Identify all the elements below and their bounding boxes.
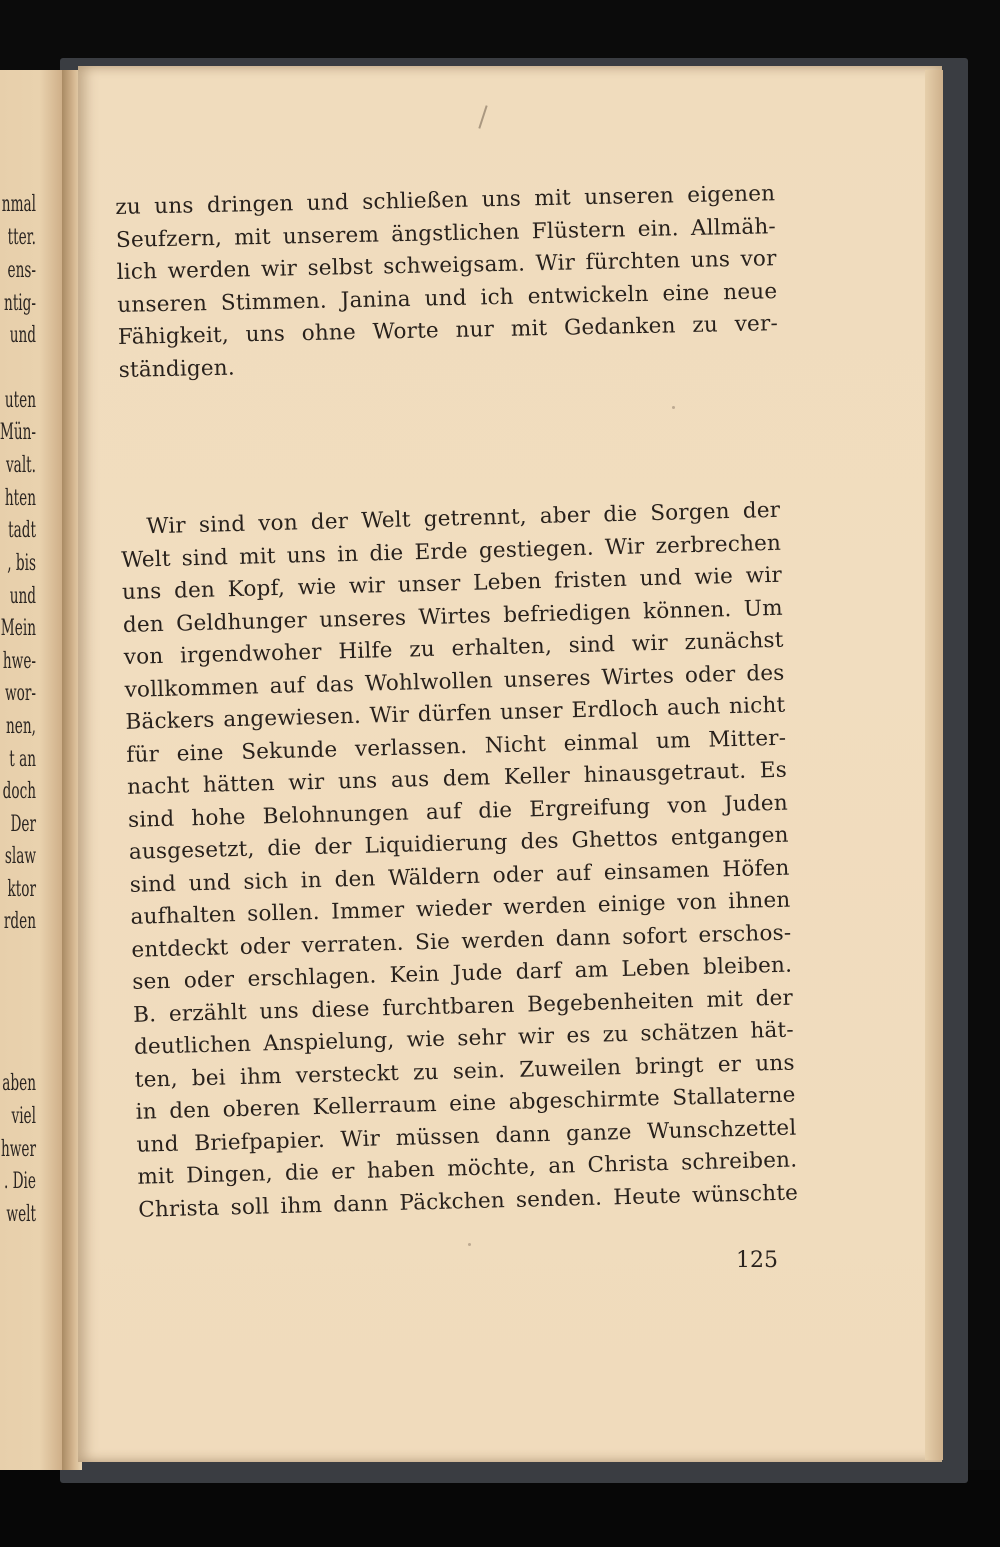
text-line: von irgendwoher Hilfe zu erhalten, sind wir zunächst	[123, 627, 784, 670]
left-fragment: hten	[4, 486, 36, 511]
text-line: uns den Kopf, wie wir unser Leben fristen und wie wir	[121, 562, 783, 605]
text-line: Fähigkeit, uns ohne Worte nur mit Gedanken zu ver-	[117, 311, 779, 350]
left-fragment: ens-	[7, 258, 36, 283]
paper-speck	[672, 406, 675, 409]
text-line: deutlichen Anspielung, wie sehr wir es zu schätzen hät-	[133, 1017, 795, 1060]
text-line: für eine Sekunde verlassen. Nicht einmal um Mitter-	[126, 725, 787, 768]
text-line: Christa soll ihm dann Päckchen senden. Heute wünschte	[137, 1179, 799, 1223]
left-fragment: ntig-	[4, 291, 36, 316]
left-fragment: aben	[2, 1071, 36, 1096]
left-fragment: . Die	[3, 1169, 36, 1194]
left-fragment: slaw	[4, 844, 36, 869]
text-line: sind hohe Belohnungen auf die Ergreifung von Juden	[127, 790, 789, 833]
left-fragment: uten	[4, 388, 36, 413]
text-line: zu uns dringen und schließen uns mit unseren eigenen	[115, 181, 776, 220]
left-fragment: welt	[6, 1202, 36, 1227]
text-line: vollkommen auf das Wohlwollen unseres Wirtes oder des	[124, 660, 785, 703]
left-fragment: tadt	[8, 518, 36, 543]
page-number: 125	[736, 1248, 778, 1273]
text-line: ten, bei ihm versteckt zu sein. Zuweilen bringt er uns	[134, 1050, 795, 1093]
left-fragment: t an	[9, 747, 36, 772]
left-fragment: valt.	[5, 453, 36, 478]
left-fragment: und	[9, 584, 36, 609]
left-fragment: viel	[11, 1104, 36, 1129]
text-line: B. erzählt uns diese furchtbaren Begebenheiten mit der	[132, 985, 794, 1028]
text-line: Bäckers angewiesen. Wir dürfen unser Erdloch auch nicht	[125, 692, 786, 735]
text-line: ausgesetzt, die der Liquidierung des Ghettos entgangen	[128, 822, 790, 865]
text-line: nacht hätten wir uns aus dem Keller hinausgetraut. Es	[126, 757, 788, 800]
text-line: den Geldhunger unseres Wirtes befriedigen können. Um	[122, 595, 784, 638]
paper-speck	[468, 1243, 471, 1246]
text-line: entdeckt oder verraten. Sie werden dann sofort erschos-	[131, 920, 792, 963]
left-fragment: hwer	[0, 1137, 36, 1162]
left-fragment: doch	[2, 779, 36, 804]
text-line: sen oder erschlagen. Kein Jude darf am Leben bleiben.	[131, 952, 793, 995]
left-fragment: nmal	[1, 192, 36, 217]
text-line: aufhalten sollen. Immer wieder werden einige von ihnen	[130, 887, 791, 930]
text-line: und Briefpapier. Wir müssen dann ganze Wunschzettel	[136, 1115, 797, 1158]
text-line: Seufzern, mit unserem ängstlichen Flüstern ein. Allmäh-	[115, 213, 777, 253]
text-line: Welt sind mit uns in die Erde gestiegen. Wir zerbrechen	[120, 530, 782, 573]
text-line: lich werden wir selbst schweigsam. Wir fürchten uns vor	[116, 246, 777, 285]
page-fore-edge	[925, 70, 943, 1460]
paragraph-1	[115, 178, 779, 387]
left-page	[0, 70, 66, 1470]
left-fragment: Mein	[0, 616, 36, 641]
text-line: in den oberen Kellerraum eine abgeschirmte Stallaterne	[135, 1082, 796, 1125]
text-line: ständigen.	[118, 355, 236, 383]
text-line: sind und sich in den Wäldern oder auf einsamen Höfen	[129, 855, 790, 898]
left-fragment: , bis	[7, 551, 36, 576]
left-fragment: ktor	[7, 877, 36, 902]
left-fragment: rden	[3, 909, 36, 934]
text-line: mit Dingen, die er haben möchte, an Christa schreiben.	[137, 1147, 798, 1190]
left-fragment: und	[9, 323, 36, 348]
text-line: unseren Stimmen. Janina und ich entwickeln eine neue	[117, 278, 778, 318]
left-fragment: nen,	[6, 714, 36, 739]
left-fragment: tter.	[7, 225, 36, 250]
text-line: Wir sind von der Welt getrennt, aber die Sorgen der	[146, 497, 781, 540]
left-fragment: Mün-	[0, 420, 36, 445]
left-fragment: Der	[10, 812, 36, 837]
left-fragment: hwe-	[2, 649, 36, 674]
left-fragment: wor-	[4, 681, 36, 706]
paragraph-2	[120, 495, 798, 1227]
